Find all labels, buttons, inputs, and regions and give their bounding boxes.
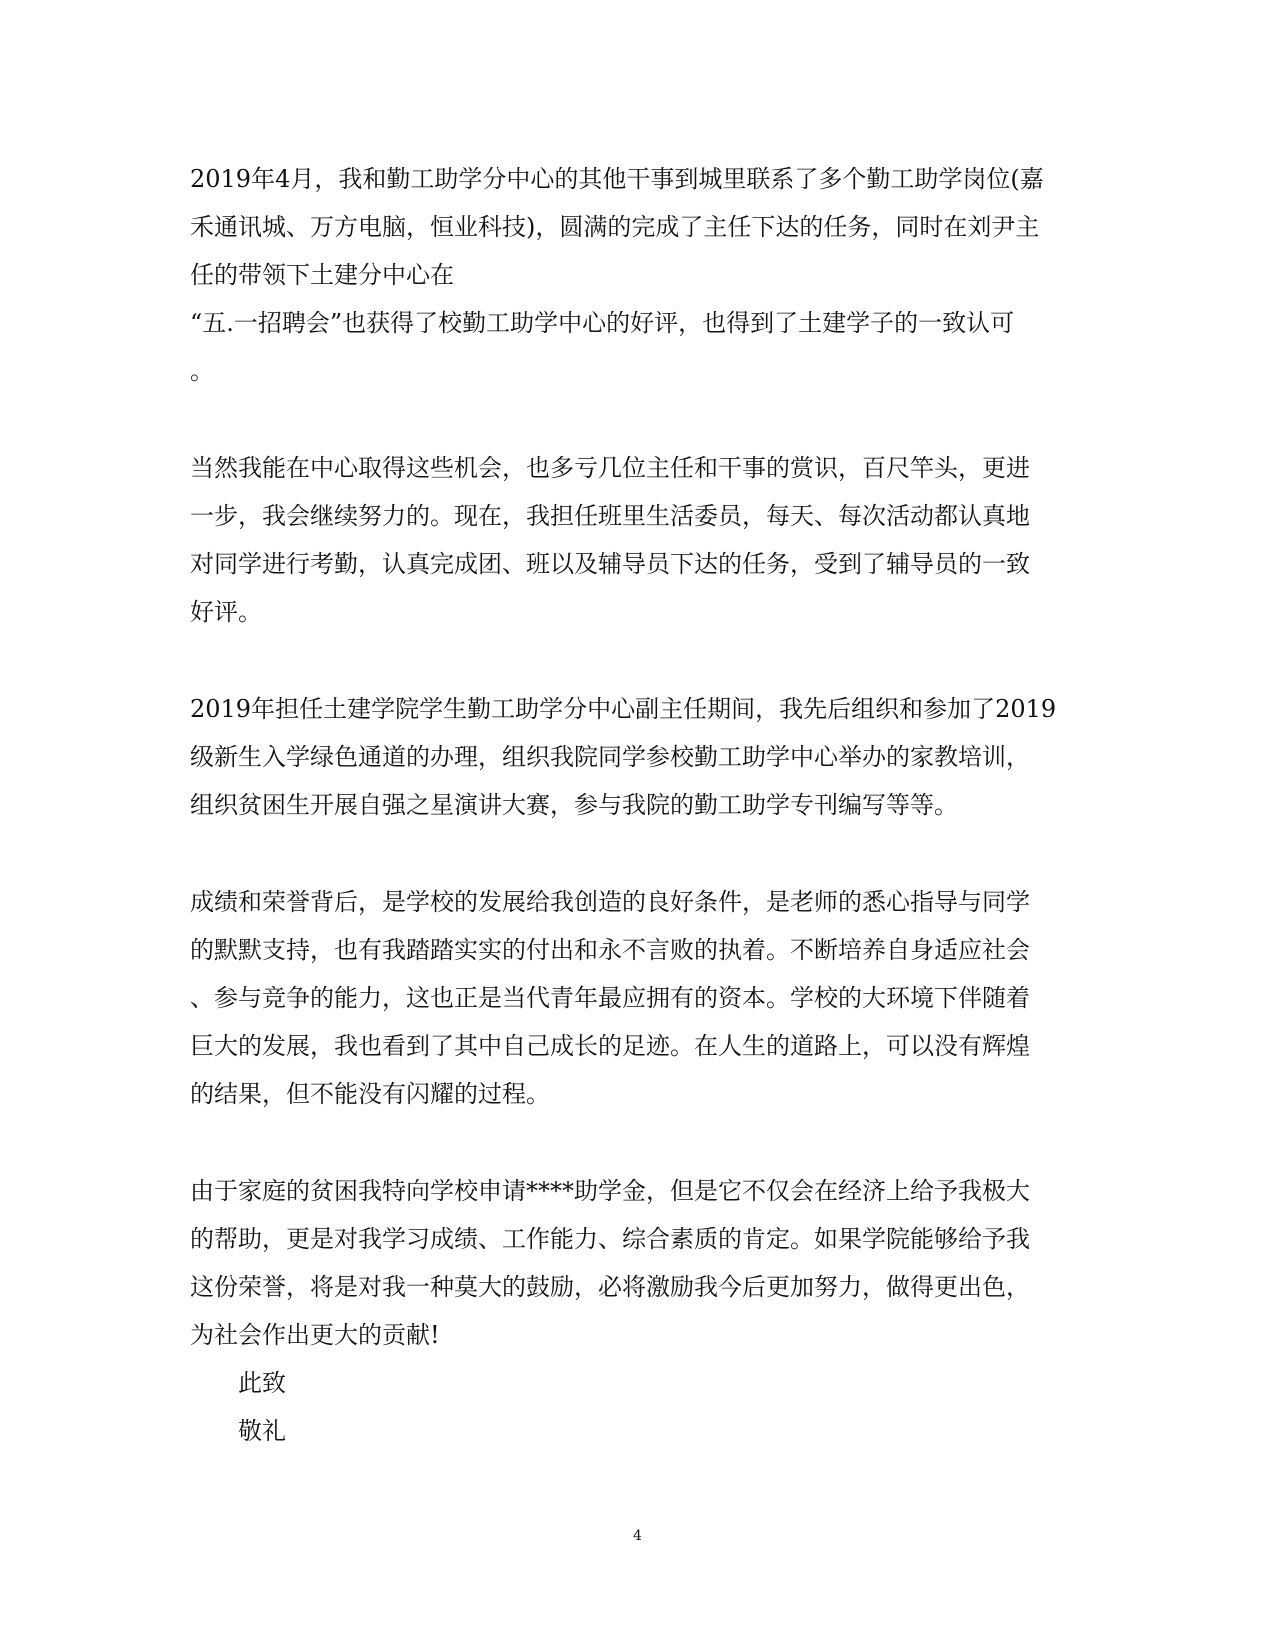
text-line: 。 xyxy=(190,357,214,385)
text-line: 对同学进行考勤，认真完成团、班以及辅导员下达的任务，受到了辅导员的一致 xyxy=(190,550,1030,578)
paragraph-4 xyxy=(190,878,1070,1118)
text-line: 一步，我会继续努力的。现在，我担任班里生活委员，每天、每次活动都认真地 xyxy=(190,502,1030,530)
text-line: 为社会作出更大的贡献! xyxy=(190,1321,440,1349)
text-line: 的结果，但不能没有闪耀的过程。 xyxy=(190,1080,550,1108)
paragraph-5 xyxy=(190,1167,1070,1359)
text-line: 巨大的发展，我也看到了其中自己成长的足迹。在人生的道路上，可以没有辉煌 xyxy=(190,1032,1030,1060)
text-line: 这份荣誉，将是对我一种莫大的鼓励，必将激励我今后更加努力，做得更出色， xyxy=(190,1273,1030,1301)
text-line: 2019年4月，我和勤工助学分中心的其他干事到城里联系了多个勤工助学岗位(嘉 xyxy=(190,165,1044,193)
paragraph-3 xyxy=(190,685,1070,829)
text-line: 成绩和荣誉背后，是学校的发展给我创造的良好条件，是老师的悉心指导与同学 xyxy=(190,888,1030,916)
text-line: 级新生入学绿色通道的办理，组织我院同学参校勤工助学中心举办的家教培训， xyxy=(190,743,1030,771)
text-line: 的默默支持，也有我踏踏实实的付出和永不言败的执着。不断培养自身适应社会 xyxy=(190,936,1030,964)
closing-line: 敬礼 xyxy=(238,1417,286,1445)
document-body xyxy=(190,155,1070,1455)
text-line: 2019年担任土建学院学生勤工助学分中心副主任期间，我先后组织和参加了2019 xyxy=(190,695,1057,723)
text-line: 禾通讯城、万方电脑，恒业科技)，圆满的完成了主任下达的任务，同时在刘尹主 xyxy=(190,213,1040,241)
closing-line: 此致 xyxy=(238,1369,286,1397)
paragraph-1 xyxy=(190,155,1070,395)
text-line: 、参与竞争的能力，这也正是当代青年最应拥有的资本。学校的大环境下伴随着 xyxy=(190,984,1030,1012)
closing-salutation xyxy=(190,1359,1070,1455)
page-number: 4 xyxy=(633,1528,642,1544)
text-line: “五.一招聘会”也获得了校勤工助学中心的好评，也得到了土建学子的一致认可 xyxy=(190,309,1015,337)
text-line: 由于家庭的贫困我特向学校申请****助学金，但是它不仅会在经济上给予我极大 xyxy=(190,1177,1030,1205)
text-line: 当然我能在中心取得这些机会，也多亏几位主任和干事的赏识，百尺竿头，更进 xyxy=(190,454,1030,482)
text-line: 好评。 xyxy=(190,598,262,626)
text-line: 任的带领下土建分中心在 xyxy=(190,261,454,289)
paragraph-2 xyxy=(190,444,1070,636)
text-line: 组织贫困生开展自强之星演讲大赛，参与我院的勤工助学专刊编写等等。 xyxy=(190,791,958,819)
text-line: 的帮助，更是对我学习成绩、工作能力、综合素质的肯定。如果学院能够给予我 xyxy=(190,1225,1030,1253)
